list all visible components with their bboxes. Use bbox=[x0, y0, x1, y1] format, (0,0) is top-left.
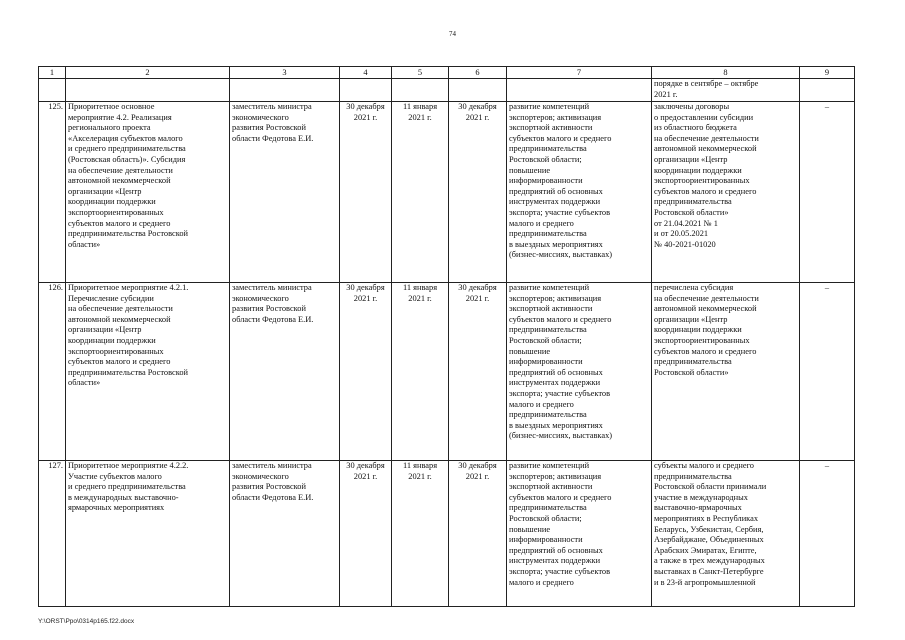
responsible-cell: заместитель министра экономического развития Ростовской области Федотова Е.И. bbox=[230, 461, 340, 607]
row-number: 127. bbox=[39, 461, 66, 607]
measure-name-cell: Приоритетное основное мероприятие 4.2. Реализация регионального проекта «Акселерация субъектов малого и среднего предпринимательства (Ростовская область)». Субсидия на обеспечение деятельности автономной некоммерческой организации «Центр координации поддержки экспортоориентированных субъектов малого и среднего предпринимательства Ростовской области» bbox=[66, 102, 230, 283]
start-date-cell: 11 января 2021 г. bbox=[392, 461, 449, 607]
expected-result-cell: развитие компетенций экспортеров; активизация экспортной активности субъектов малого и среднего предпринимательства Ростовской области; повышение информированности предприятий об основных инструментах поддержки экспорта; участие субъектов малого и среднего предпринимательства в выездных мероприятиях (бизнес-миссиях, выставках) bbox=[507, 102, 652, 283]
start-date-cell: 11 января 2021 г. bbox=[392, 283, 449, 461]
col-header-1: 1 bbox=[39, 67, 66, 79]
measure-name-cell: Приоритетное мероприятие 4.2.2. Участие субъектов малого и среднего предпринимательства в международных выставочно- ярмарочных мероприятиях bbox=[66, 461, 230, 607]
end-date-cell: 30 декабря 2021 г. bbox=[449, 461, 507, 607]
planned-date-cell: 30 декабря 2021 г. bbox=[340, 102, 392, 283]
expected-result-cell: развитие компетенций экспортеров; активизация экспортной активности субъектов малого и среднего предпринимательства Ростовской области; повышение информированности предприятий об основных инструментах поддержки экспорта; участие субъектов малого и среднего предпринимательства в выездных мероприятиях (бизнес-миссиях, выставках) bbox=[507, 283, 652, 461]
actual-result-cell: субъекты малого и среднего предпринимательства Ростовской области принимали участие в международных выставочно-ярмарочных мероприятиях в Республиках Беларусь, Узбекистан, Сербия, Азербайджане, Объединенных Арабских Эмиратах, Египте, а также в трех международных выставках в Санкт-Петербурге и в 23-й агропромышленной bbox=[652, 461, 800, 607]
col-header-9: 9 bbox=[800, 67, 855, 79]
table-row bbox=[39, 283, 855, 461]
expected-result-cell: развитие компетенций экспортеров; активизация экспортной активности субъектов малого и среднего предпринимательства Ростовской области; повышение информированности предприятий об основных инструментах поддержки экспорта; участие субъектов малого и среднего bbox=[507, 461, 652, 607]
col-header-6: 6 bbox=[449, 67, 507, 79]
deviation-cell: – bbox=[800, 283, 855, 461]
cont-cell-1 bbox=[39, 79, 66, 102]
col-header-3: 3 bbox=[230, 67, 340, 79]
planned-date-cell: 30 декабря 2021 г. bbox=[340, 283, 392, 461]
cont-cell-result: порядке в сентябре – октябре 2021 г. bbox=[652, 79, 800, 102]
table-row bbox=[39, 102, 855, 283]
deviation-cell: – bbox=[800, 102, 855, 283]
cont-cell-2 bbox=[66, 79, 230, 102]
cont-cell-4 bbox=[340, 79, 392, 102]
continuation-row bbox=[39, 79, 855, 102]
actual-result-cell: заключены договоры о предоставлении субсидии из областного бюджета на обеспечение деятельности автономной некоммерческой организации «Центр координации поддержки экспортоориентированных субъектов малого и среднего предпринимательства Ростовской области» от 21.04.2021 № 1 и от 20.05.2021 № 40-2021-01020 bbox=[652, 102, 800, 283]
row-number: 126. bbox=[39, 283, 66, 461]
cont-cell-3 bbox=[230, 79, 340, 102]
responsible-cell: заместитель министра экономического развития Ростовской области Федотова Е.И. bbox=[230, 283, 340, 461]
planned-date-cell: 30 декабря 2021 г. bbox=[340, 461, 392, 607]
end-date-cell: 30 декабря 2021 г. bbox=[449, 102, 507, 283]
actual-result-cell: перечислена субсидия на обеспечение деятельности автономной некоммерческой организации «Центр координации поддержки экспортоориентированных субъектов малого и среднего предпринимательства Ростовской области» bbox=[652, 283, 800, 461]
file-path-footer: Y:\ORST\Ppo\0314p165.f22.docx bbox=[38, 618, 135, 625]
row-number: 125. bbox=[39, 102, 66, 283]
end-date-cell: 30 декабря 2021 г. bbox=[449, 283, 507, 461]
cont-cell-5 bbox=[392, 79, 449, 102]
col-header-5: 5 bbox=[392, 67, 449, 79]
measure-name-cell: Приоритетное мероприятие 4.2.1. Перечисление субсидии на обеспечение деятельности автономной некоммерческой организации «Центр координации поддержки экспортоориентированных субъектов малого и среднего предпринимательства Ростовской области» bbox=[66, 283, 230, 461]
column-number-header bbox=[39, 67, 855, 79]
col-header-2: 2 bbox=[66, 67, 230, 79]
page-number: 74 bbox=[449, 30, 456, 38]
responsible-cell: заместитель министра экономического развития Ростовской области Федотова Е.И. bbox=[230, 102, 340, 283]
start-date-cell: 11 января 2021 г. bbox=[392, 102, 449, 283]
table-row bbox=[39, 461, 855, 607]
col-header-4: 4 bbox=[340, 67, 392, 79]
cont-cell-6 bbox=[449, 79, 507, 102]
cont-cell-9 bbox=[800, 79, 855, 102]
col-header-8: 8 bbox=[652, 67, 800, 79]
report-table bbox=[38, 66, 855, 607]
deviation-cell: – bbox=[800, 461, 855, 607]
col-header-7: 7 bbox=[507, 67, 652, 79]
cont-cell-7 bbox=[507, 79, 652, 102]
